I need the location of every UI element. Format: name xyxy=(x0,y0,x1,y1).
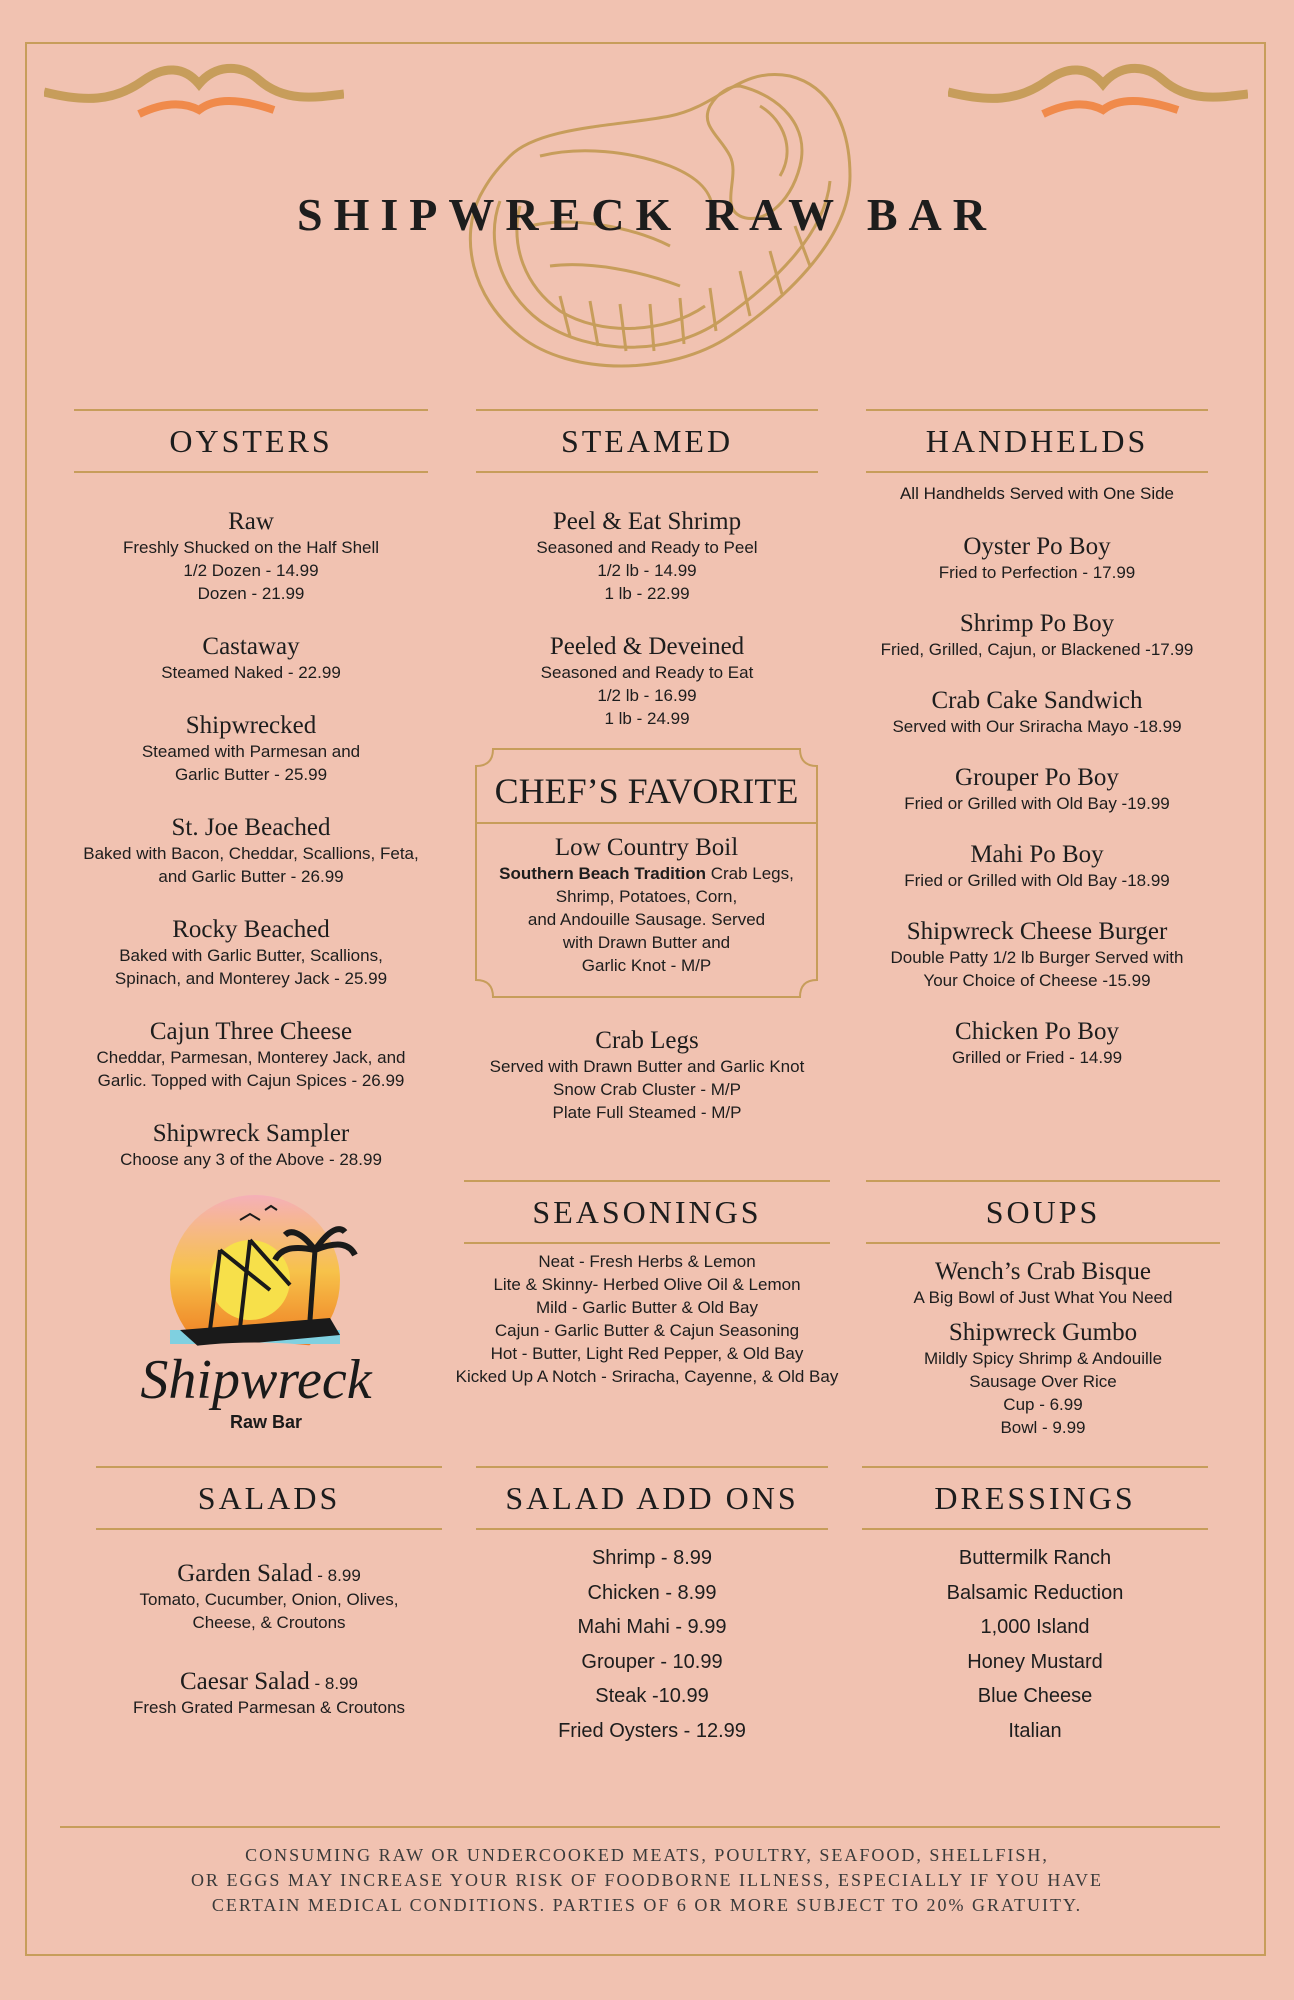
list-item: Italian xyxy=(1008,1719,1062,1742)
list-item: Neat - Fresh Herbs & Lemon xyxy=(538,1252,756,1271)
list-item: Grouper - 10.99 xyxy=(581,1650,723,1673)
item-desc: Garlic. Topped with Cajun Spices - 26.99 xyxy=(97,1071,405,1090)
item-price: Dozen - 21.99 xyxy=(197,584,305,603)
item-price: Bowl - 9.99 xyxy=(1000,1418,1086,1437)
item-desc: Served with Our Sriracha Mayo -18.99 xyxy=(892,717,1182,736)
seasonings-heading: SEASONINGS xyxy=(464,1180,830,1244)
page-title: SHIPWRECK RAW BAR xyxy=(297,189,997,240)
item-name: Wench’s Crab Bisque xyxy=(934,1258,1151,1285)
item-name: Shipwreck Sampler xyxy=(152,1120,350,1147)
chefs-favorite-heading: CHEF’S FAVORITE xyxy=(494,771,799,811)
item-name: Peeled & Deveined xyxy=(549,633,745,660)
salad-addons-heading: SALAD ADD ONS xyxy=(476,1466,828,1530)
item-desc: Served with Drawn Butter and Garlic Knot xyxy=(489,1057,805,1076)
list-item xyxy=(856,610,1218,661)
item-desc xyxy=(485,862,808,885)
shipwreck-logo xyxy=(140,1190,372,1432)
item-desc: Mildly Spicy Shrimp & Andouille xyxy=(923,1349,1163,1368)
item-name: Cajun Three Cheese xyxy=(149,1018,353,1045)
item-price: Garlic Knot - M/P xyxy=(581,956,712,975)
wave-right-decoration xyxy=(948,62,1248,122)
list-item xyxy=(96,1560,442,1634)
list-item: Shrimp - 8.99 xyxy=(591,1547,713,1569)
handhelds-list xyxy=(856,482,1218,1097)
list-item xyxy=(863,1258,1223,1309)
item-price: Snow Crab Cluster - M/P xyxy=(553,1080,741,1099)
list-item xyxy=(856,1018,1218,1069)
list-item: Blue Cheese xyxy=(977,1685,1093,1707)
item-price: Cup - 6.99 xyxy=(1003,1395,1083,1414)
list-item: Honey Mustard xyxy=(967,1650,1103,1673)
footer-line-1: CONSUMING RAW OR UNDERCOOKED MEATS, POULTRY, SEAFOOD, SHELLFISH, xyxy=(245,1845,1049,1865)
list-item: Cajun - Garlic Butter & Cajun Seasoning xyxy=(494,1321,800,1340)
item-name: Low Country Boil xyxy=(554,834,739,861)
item-desc: Sausage Over Rice xyxy=(969,1372,1117,1391)
item-desc: Seasoned and Ready to Eat xyxy=(540,663,754,682)
item-desc: Choose any 3 of the Above - 28.99 xyxy=(120,1150,382,1169)
item-name: Castaway xyxy=(202,633,300,660)
salads-heading: SALADS xyxy=(96,1466,442,1530)
item-name: Garden Salad xyxy=(177,1560,313,1587)
list-item: Steak -10.99 xyxy=(595,1685,709,1707)
crab-legs-item xyxy=(466,1027,828,1124)
item-desc: Steamed Naked - 22.99 xyxy=(161,663,341,682)
item-desc: Cheddar, Parmesan, Monterey Jack, and xyxy=(96,1048,406,1067)
item-desc: and Andouille Sausage. Served xyxy=(527,910,766,929)
item-desc: Cheese, & Croutons xyxy=(192,1613,346,1632)
item-name: Shipwrecked xyxy=(185,712,317,739)
item-name: Chicken Po Boy xyxy=(955,1018,1119,1045)
item-desc: Double Patty 1/2 lb Burger Served with xyxy=(890,948,1184,967)
item-desc: Tomato, Cucumber, Onion, Olives, xyxy=(139,1590,399,1609)
steamed-list xyxy=(466,508,828,758)
list-item xyxy=(856,764,1218,815)
list-item: Balsamic Reduction xyxy=(946,1581,1124,1604)
item-name: Mahi Po Boy xyxy=(970,841,1104,868)
handhelds-note: All Handhelds Served with One Side xyxy=(899,484,1175,503)
steamed-heading: STEAMED xyxy=(476,409,818,473)
list-item: Kicked Up A Notch - Sriracha, Cayenne, & Old Bay xyxy=(455,1367,839,1386)
salads-list xyxy=(96,1560,442,1747)
list-item xyxy=(856,918,1218,992)
item-name: Grouper Po Boy xyxy=(955,764,1119,791)
logo-script-text: Shipwreck xyxy=(140,1349,372,1411)
item-price: 1 lb - 24.99 xyxy=(604,709,690,728)
logo-sub-text: Raw Bar xyxy=(230,1412,303,1432)
list-item xyxy=(64,916,438,990)
chef-item xyxy=(485,834,808,977)
soups-heading: SOUPS xyxy=(866,1180,1220,1244)
item-desc: with Drawn Butter and xyxy=(562,933,731,952)
item-desc: Fried or Grilled with Old Bay -19.99 xyxy=(904,794,1170,813)
item-name: Shipwreck Cheese Burger xyxy=(906,918,1168,945)
item-name: Raw xyxy=(228,508,274,535)
oysters-list xyxy=(64,508,438,1199)
footer-divider xyxy=(60,1826,1220,1828)
list-item xyxy=(64,814,438,888)
item-desc: Fried to Perfection - 17.99 xyxy=(938,563,1136,582)
item-desc: Steamed with Parmesan and xyxy=(141,742,361,761)
item-name: Peel & Eat Shrimp xyxy=(552,508,742,535)
item-desc: Seasoned and Ready to Peel xyxy=(536,538,758,557)
list-item xyxy=(856,841,1218,892)
footer-line-2: OR EGGS MAY INCREASE YOUR RISK OF FOODBORNE ILLNESS, ESPECIALLY IF YOU HAVE xyxy=(190,1870,1104,1890)
item-desc: Fresh Grated Parmesan & Croutons xyxy=(132,1698,406,1717)
list-item xyxy=(64,1018,438,1092)
item-desc: Your Choice of Cheese -15.99 xyxy=(923,971,1151,990)
oysters-heading: OYSTERS xyxy=(74,409,428,473)
item-desc-rest: Crab Legs, xyxy=(705,864,794,883)
item-price: 1/2 lb - 16.99 xyxy=(597,686,697,705)
list-item xyxy=(863,1319,1223,1439)
list-item: 1,000 Island xyxy=(980,1616,1090,1638)
list-item: Chicken - 8.99 xyxy=(587,1581,717,1604)
chefs-favorite-box xyxy=(475,748,818,998)
item-price: 1/2 Dozen - 14.99 xyxy=(183,561,319,580)
item-price: 1/2 lb - 14.99 xyxy=(597,561,697,580)
item-name: Crab Cake Sandwich xyxy=(931,687,1143,714)
list-item xyxy=(466,508,828,605)
item-desc: Baked with Garlic Butter, Scallions, xyxy=(119,946,383,965)
item-name: St. Joe Beached xyxy=(171,814,331,841)
list-item xyxy=(64,633,438,684)
list-item xyxy=(96,1668,442,1719)
item-name: Caesar Salad xyxy=(179,1668,310,1695)
item-desc: Shrimp, Potatoes, Corn, xyxy=(555,887,738,906)
item-price: 1 lb - 22.99 xyxy=(604,584,690,603)
list-item: Hot - Butter, Light Red Pepper, & Old Bay xyxy=(490,1344,804,1363)
list-item: Buttermilk Ranch xyxy=(958,1547,1112,1569)
list-item: Mahi Mahi - 9.99 xyxy=(577,1616,727,1638)
item-name: Rocky Beached xyxy=(172,916,330,943)
item-desc-bold: Southern Beach Tradition xyxy=(499,864,706,883)
list-item xyxy=(466,633,828,730)
seasonings-list xyxy=(430,1250,864,1388)
wave-left-decoration xyxy=(44,62,344,122)
list-item: Lite & Skinny- Herbed Olive Oil & Lemon xyxy=(493,1275,801,1294)
list-item xyxy=(64,712,438,786)
item-desc: Garlic Butter - 25.99 xyxy=(174,765,328,784)
item-name: Oyster Po Boy xyxy=(963,533,1111,560)
item-desc: Grilled or Fried - 14.99 xyxy=(951,1048,1123,1067)
dressings-list xyxy=(862,1541,1208,1748)
list-item xyxy=(64,1120,438,1171)
list-item: Mild - Garlic Butter & Old Bay xyxy=(535,1298,758,1317)
item-name: Crab Legs xyxy=(595,1027,699,1054)
item-price: - 8.99 xyxy=(309,1674,358,1693)
item-desc: A Big Bowl of Just What You Need xyxy=(913,1288,1173,1307)
footer-line-3: CERTAIN MEDICAL CONDITIONS. PARTIES OF 6 OR MORE SUBJECT TO 20% GRATUITY. xyxy=(211,1895,1083,1915)
item-price: Plate Full Steamed - M/P xyxy=(552,1103,742,1122)
item-desc: and Garlic Butter - 26.99 xyxy=(158,867,344,886)
dressings-heading: DRESSINGS xyxy=(862,1466,1208,1530)
salad-addons-list xyxy=(476,1541,828,1748)
list-item: Fried Oysters - 12.99 xyxy=(558,1719,746,1742)
item-price: - 8.99 xyxy=(312,1566,361,1585)
item-desc: Baked with Bacon, Cheddar, Scallions, Feta, xyxy=(83,844,419,863)
list-item xyxy=(64,508,438,605)
list-item xyxy=(856,687,1218,738)
item-desc: Fried or Grilled with Old Bay -18.99 xyxy=(904,871,1170,890)
list-item xyxy=(856,533,1218,584)
item-name: Shipwreck Gumbo xyxy=(948,1319,1138,1346)
item-desc: Fried, Grilled, Cajun, or Blackened -17.99 xyxy=(880,640,1194,659)
item-desc: Freshly Shucked on the Half Shell xyxy=(122,538,380,557)
sunset-ship-icon xyxy=(140,1190,370,1370)
soups-list xyxy=(863,1258,1223,1467)
footer-disclaimer xyxy=(0,1843,1294,1918)
handhelds-heading: HANDHELDS xyxy=(866,409,1208,473)
item-desc: Spinach, and Monterey Jack - 25.99 xyxy=(114,969,388,988)
item-name: Shrimp Po Boy xyxy=(959,610,1115,637)
